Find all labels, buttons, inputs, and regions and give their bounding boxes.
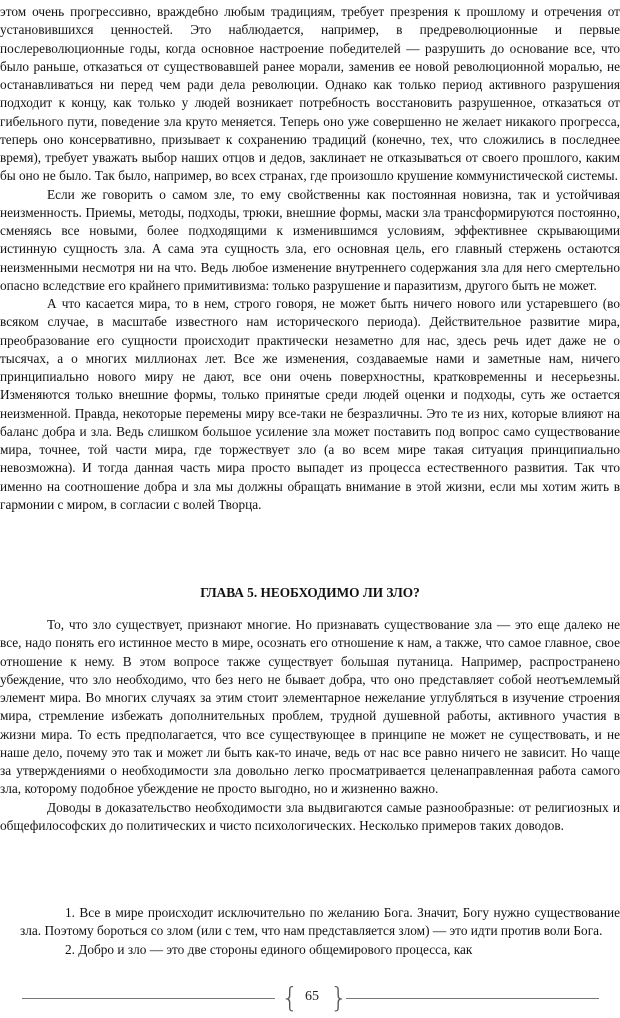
numbered-list	[0, 904, 620, 959]
page-number: 65	[305, 989, 319, 1004]
right-brace-ornament: }	[330, 981, 348, 1014]
body-text-top	[0, 3, 620, 514]
list-item: 1. Все в мире происходит исключительно по желанию Бога. Значит, Богу нужно существование зла. Поэтому бороться со злом (или с тем, что нам представляется злом) — это идти против воли Бога.	[20, 905, 620, 939]
left-brace-ornament: {	[281, 981, 299, 1014]
paragraph-world: А что касается мира, то в нем, строго говоря, не может быть ничего нового или устаревшего (во всяком случае, в масштабе известного нам исторического периода). Действительное развитие мира, преобразование его сущности происходит практически незаметно для нас, здесь речь идет даже не о тысячах, а о многих миллионах лет. Все же изменения, создаваемые нами и заметные нам, ничего принципиально нового миру не дают, все они очень поверхностны, кратковременны и несерьезны. Изменяются только внешние формы, только принятые среди людей оценки и подходы, суть же остается неизменной. Правда, некоторые перемены миру все-таки не безразличны. Это те из них, которые влияют на баланс добра и зла. Ведь слишком большое усиление зла может поставить под вопрос само существование мира, точнее, той части мира, где торжествует зло (а во всем мире такая ситуация принципиально невозможна). И тогда данная часть мира просто выпадет из процесса естественного развития. Так что именно на соотношение добра и зла мы должны обращать внимание в этой жизни, если мы хотим жить в гармонии с миром, в согласии с волей Творца.	[0, 296, 620, 512]
paragraph-existence: То, что зло существует, признают многие. Но признавать существование зла — это еще далеко не все, надо понять его истинное место в мире, осознать его отношение к нам, а также, что самое главное, свое отношение к нему. В этом вопросе также существует большая путаница. Например, распространено убеждение, что зло необходимо, что без него не бывает добра, что оно представляет собой неотъемлемый элемент мира. Во многих случаях за этим стоит элементарное нежелание углубляться в изучение строения мира, стремление избежать дополнительных проблем, трудной душевной работы, активного участия в жизни мира. То есть предполагается, что все существующее в принципе не может не существовать, и не наше дело, почему это так и может ли быть как-то иначе, ведь от нас все равно ничего не зависит. Но чаще за утверждениями о необходимости зла довольно легко просматривается целенаправленная работа самого зла, которому подобное убеждение не просто выгодно, но и жизненно важно.	[0, 617, 620, 797]
footer-rule-left	[22, 998, 275, 999]
paragraph-arguments: Доводы в доказательство необходимости зла выдвигаются самые разнообразные: от религиозных и общефилософских до политических и чисто психологических. Несколько примеров таких доводов.	[0, 799, 620, 833]
paragraph-continuation: этом очень прогрессивно, враждебно любым традициям, требует презрения к прошлому и отречения от установившихся ценностей. Это наблюдается, например, в предреволюционные и первые послереволюционные годы, когда основное настроение победителей — разрушить до основание все, что было раньше, отказаться от существовавшей ранее морали, заменив ее новой революционной моралью, не останавливаться ни перед чем ради дела революции. Однако как только период активного разрушения подходит к концу, как только у людей возникает потребность восстановить разрушенное, отказаться от гибельного пути, поведение зла круто меняется. Теперь оно уже совершенно не желает никакого прогресса, теперь оно консервативно, призывает к сохранению традиций (конечно, тех, что сложились в последнее время), требует уважать выбор наших отцов и дедов, заклинает не отказываться от своего прошлого, каким бы оно не было. Так было, например, во всех странах, где произошло крушение коммунистической системы.	[0, 4, 620, 184]
paragraph-evil-nature: Если же говорить о самом зле, то ему свойственны как постоянная новизна, так и устойчивая неизменность. Приемы, методы, подходы, трюки, внешние формы, маски зла трансформируются постоянно, сменяясь все новыми, более подходящими к изменившимся условиям, эффективнее скрывающими истинную сущность зла. А сама эта сущность зла, его основная цель, его главный стержень остаются неизменными несмотря ни на что. Ведь любое изменение внутреннего содержания зла для него смертельно опасно вследствие его крайнего примитивизма: только разрушение и паразитизм, другого быть не может.	[0, 186, 620, 293]
list-item: 2. Добро и зло — это две стороны единого общемирового процесса, как	[65, 941, 473, 957]
page-footer	[0, 981, 620, 1018]
body-text-chapter	[0, 616, 620, 835]
footer-rule-right	[346, 998, 599, 999]
chapter-title: ГЛАВА 5. НЕОБХОДИМО ЛИ ЗЛО?	[200, 585, 420, 600]
